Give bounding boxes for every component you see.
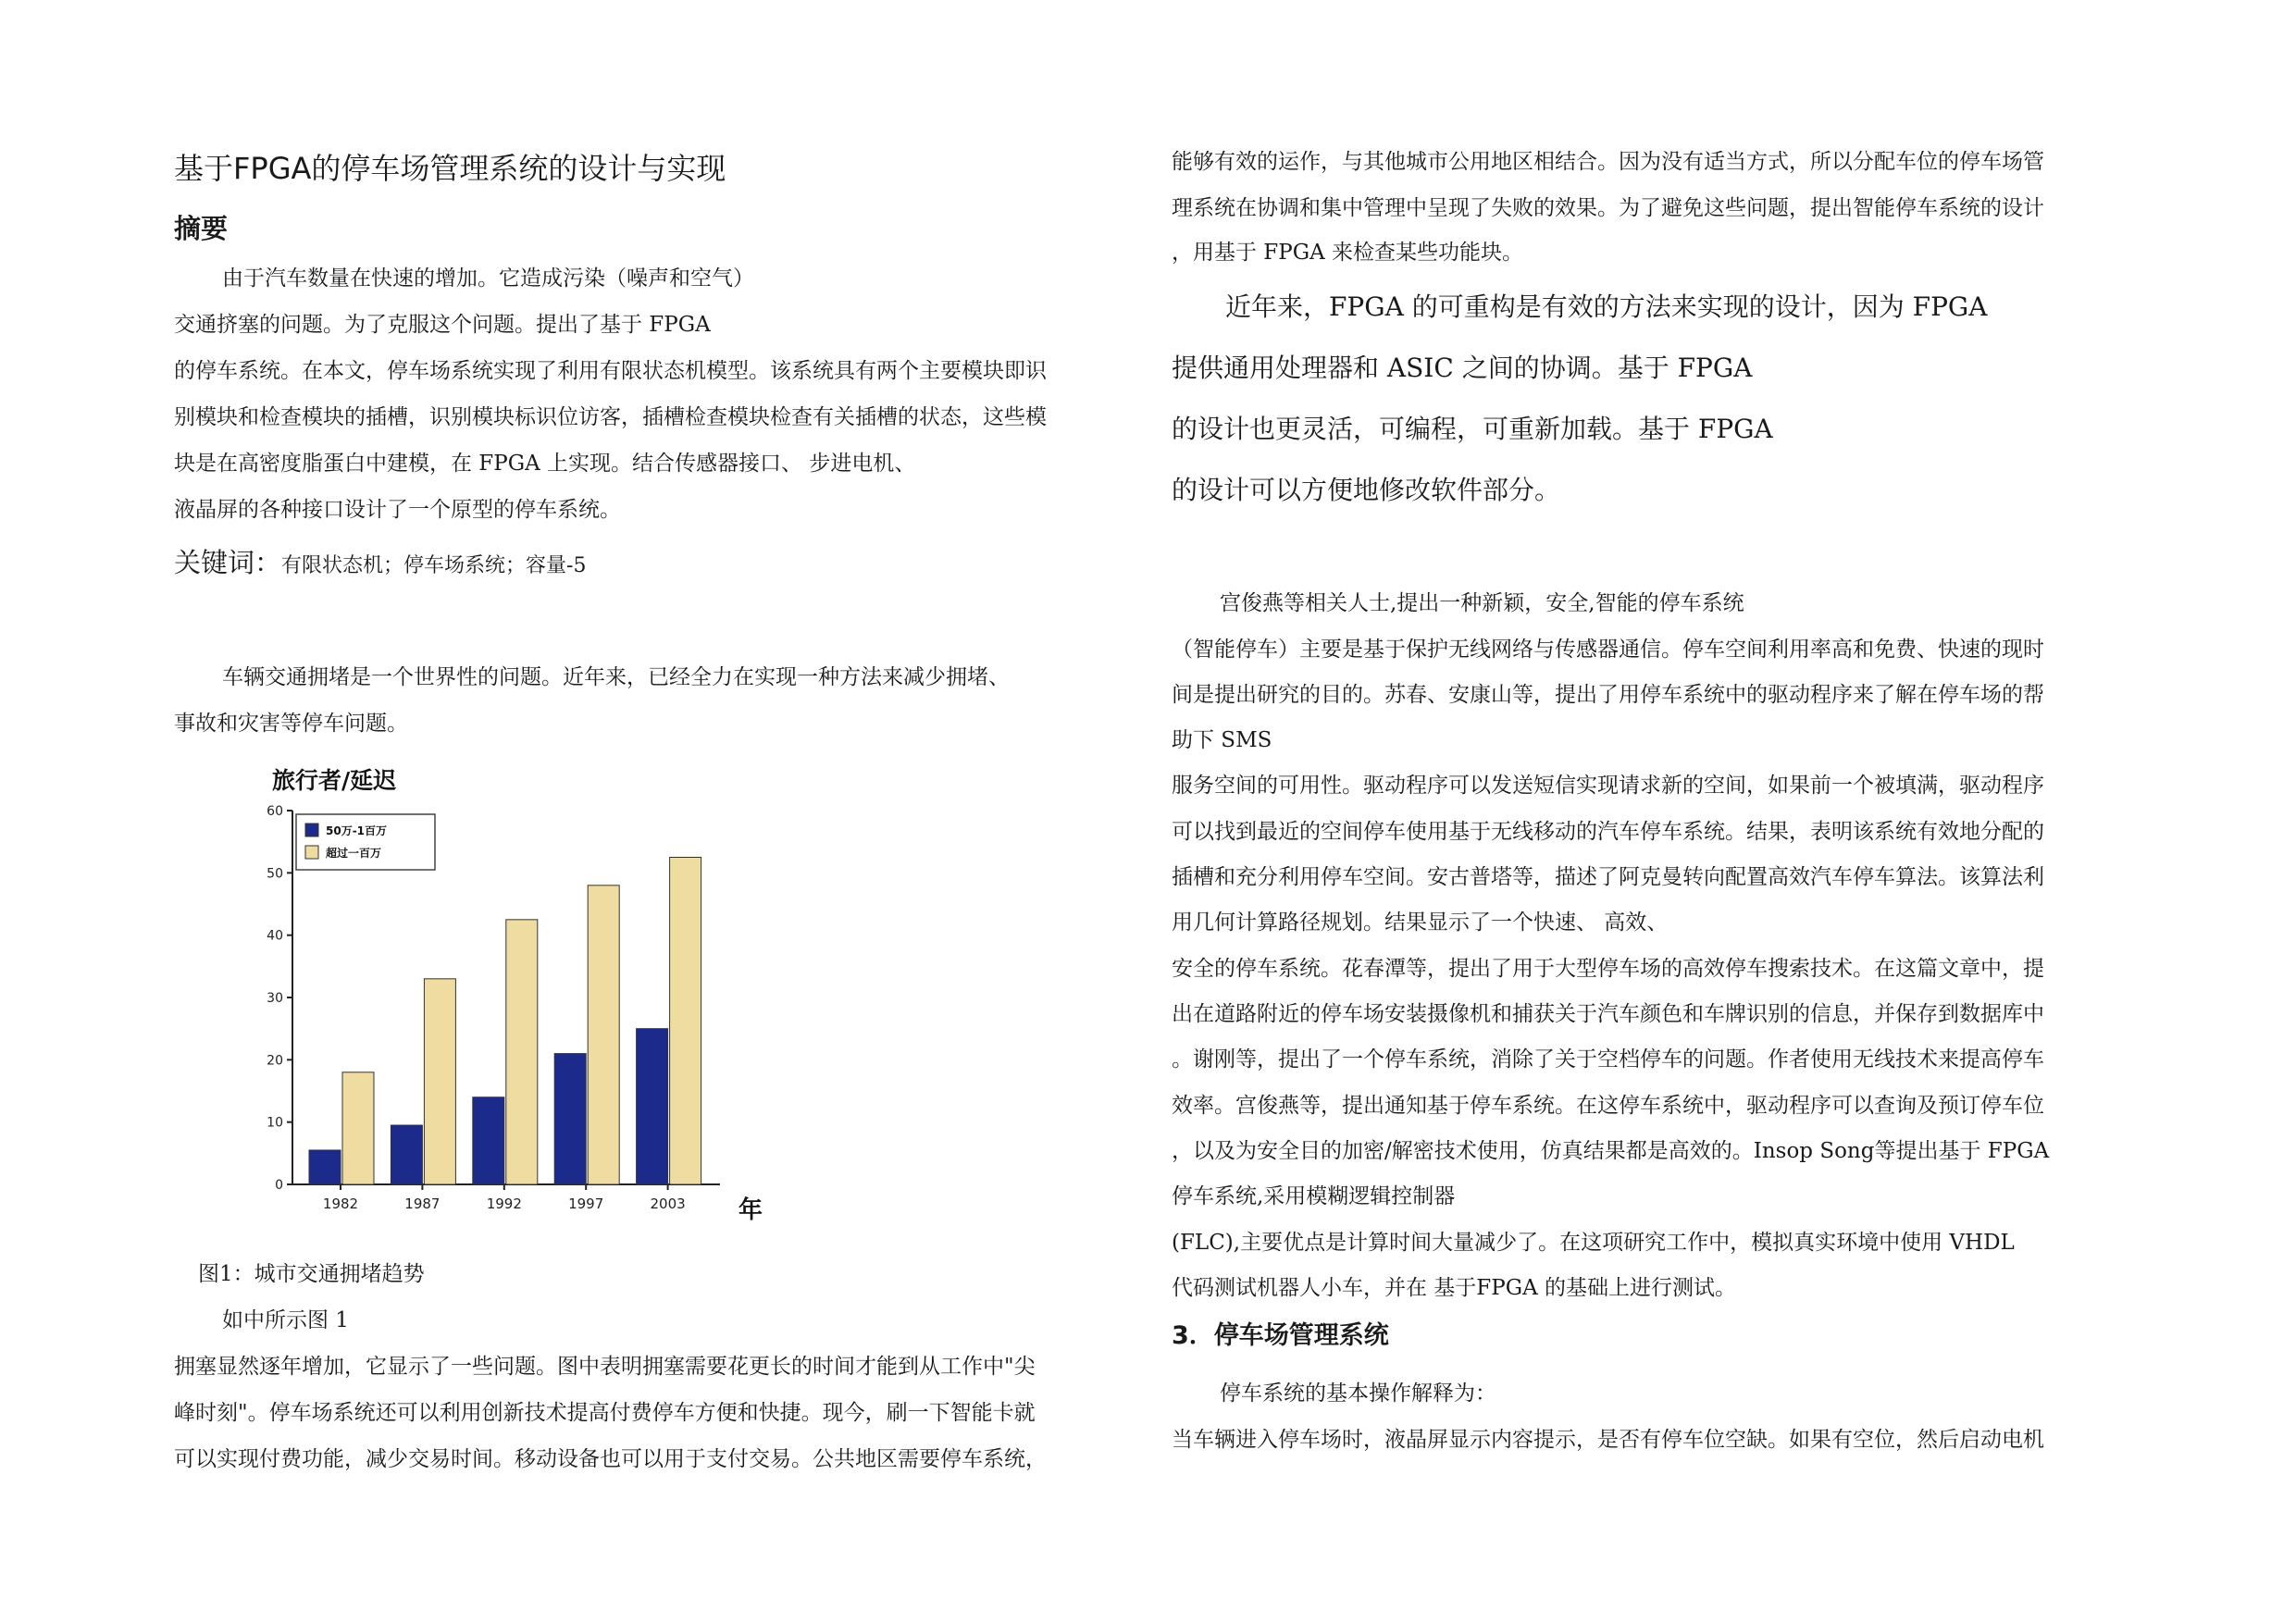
body-line: 停车系统,采用模糊逻辑控制器 [1172,1184,1456,1208]
y-tick-label: 20 [267,1053,283,1069]
body-line: 代码测试机器人小车，并在 基于FPGA 的基础上进行测试。 [1172,1276,1737,1300]
bar [342,1072,374,1184]
bar [637,1029,668,1184]
abstract-line: 由于汽车数量在快速的增加。它造成污染（噪声和空气） [222,266,754,291]
abstract-line: 块是在高密度脂蛋白中建模，在 FPGA 上实现。结合传感器接口、 步进电机、 [174,452,916,476]
legend-swatch [305,824,318,836]
bar [309,1150,341,1184]
body-line: 当车辆进入停车场时，液晶屏显示内容提示，是否有停车位空缺。如果有空位，然后启动电机 [1172,1428,2044,1452]
keywords [174,546,586,580]
bar [424,979,455,1184]
x-tick-label: 2003 [650,1196,686,1212]
body-line: 宫俊燕等相关人士,提出一种新颖，安全,智能的停车系统 [1220,591,1744,615]
body-line: ，以及为安全目的加密/解密技术使用，仿真结果都是高效的。Insop Song等提出基于 FPGA [1172,1139,2050,1163]
body-line: 峰时刻"。停车场系统还可以利用创新技术提高付费停车方便和快捷。现今，刷一下智能卡就 [174,1401,1036,1425]
abstract-line: 的停车系统。在本文，停车场系统实现了利用有限状态机模型。该系统具有两个主要模块即识 [174,359,1047,383]
body-line: 服务空间的可用性。驱动程序可以发送短信实现请求新的空间，如果前一个被填满，驱动程序 [1172,774,2044,798]
legend-box [296,814,435,870]
body-line: 插槽和充分利用停车空间。安古普塔等，描述了阿克曼转向配置高效汽车停车算法。该算法利 [1172,865,2044,889]
y-tick-label: 60 [267,804,283,819]
bar [588,886,619,1184]
y-tick-label: 50 [267,866,283,882]
chart-title: 旅行者/延迟 [272,767,397,794]
figure-caption: 图1：城市交通拥堵趋势 [198,1262,425,1286]
body-line: 。谢刚等，提出了一个停车系统，消除了关于空档停车的问题。作者使用无线技术来提高停车 [1172,1047,2044,1072]
keywords-text: 有限状态机；停车场系统；容量-5 [281,554,587,577]
body-line: 安全的停车系统。花春潭等，提出了用于大型停车场的高效停车搜索技术。在这篇文章中，提 [1172,957,2044,981]
y-tick-label: 40 [267,928,283,944]
body-line: 出在道路附近的停车场安装摄像机和捕获关于汽车颜色和车牌识别的信息，并保存到数据库中 [1172,1002,2044,1026]
body-line: （智能停车）主要是基于保护无线网络与传感器通信。停车空间利用率高和免费、快速的现时 [1172,638,2044,662]
bar [506,920,538,1184]
paper-title: 基于FPGA的停车场管理系统的设计与实现 [174,151,726,186]
bar [391,1125,422,1184]
bar [473,1097,504,1184]
x-tick-label: 1992 [486,1196,522,1212]
bar [554,1054,586,1184]
y-tick-label: 30 [267,991,283,1006]
y-tick-label: 0 [275,1178,283,1193]
body-line: ，用基于 FPGA 来检查某些功能块。 [1172,241,1524,265]
body-line: 停车系统的基本操作解释为： [1220,1381,1496,1406]
legend-label: 超过一百万 [326,847,382,860]
abstract-line: 交通挤塞的问题。为了克服这个问题。提出了基于 FPGA [174,313,711,337]
y-tick-label: 10 [267,1115,283,1131]
body-line: 间是提出研究的目的。苏春、安康山等，提出了用停车系统中的驱动程序来了解在停车场的帮 [1172,683,2044,707]
keywords-label: 关键词： [174,547,282,578]
large-text-line: 近年来，FPGA 的可重构是有效的方法来实现的设计，因为 FPGA [1225,291,1988,322]
large-text-line: 提供通用处理器和 ASIC 之间的协调。基于 FPGA [1172,353,1753,383]
abstract-line: 液晶屏的各种接口设计了一个原型的停车系统。 [174,498,621,522]
abstract-heading: 摘要 [174,213,229,244]
intro-line: 车辆交通拥堵是一个世界性的问题。近年来，已经全力在实现一种方法来减少拥堵、 [222,665,1010,689]
abstract-line: 别模块和检查模块的插槽，识别模块标识位访客，插槽检查模块检查有关插槽的状态，这些模 [174,405,1047,429]
legend-label: 50万-1百万 [326,824,388,837]
section-heading: 3．停车场管理系统 [1172,1321,1389,1350]
large-text-line: 的设计也更灵活，可编程，可重新加载。基于 FPGA [1172,414,1773,444]
chart-legend [296,814,435,870]
x-axis-label: 年 [738,1196,763,1224]
x-tick-label: 1987 [404,1196,441,1212]
x-tick-label: 1997 [568,1196,604,1212]
body-line: (FLC),主要优点是计算时间大量减少了。在这项研究工作中，模拟真实环境中使用 VHDL [1172,1231,2015,1255]
body-line: 拥塞显然逐年增加，它显示了一些问题。图中表明拥塞需要花更长的时间才能到从工作中"尖 [174,1355,1036,1379]
x-tick-label: 1982 [322,1196,359,1212]
body-line: 用几何计算路径规划。结果显示了一个快速、 高效、 [1172,911,1669,935]
bar [670,858,701,1185]
body-line: 如中所示图 1 [222,1308,349,1332]
body-line: 可以实现付费功能，减少交易时间。移动设备也可以用于支付交易。公共地区需要停车系统， [174,1447,1047,1471]
body-line: 理系统在协调和集中管理中呈现了失败的效果。为了避免这些问题，提出智能停车系统的设计 [1172,196,2044,220]
legend-swatch [305,846,318,859]
body-line: 能够有效的运作，与其他城市公用地区相结合。因为没有适当方式，所以分配车位的停车场管 [1172,150,2044,174]
congestion-bar-chart [257,761,1081,1242]
body-line: 助下 SMS [1172,728,1272,752]
chart-bars [309,858,701,1185]
body-line: 效率。宫俊燕等，提出通知基于停车系统。在这停车系统中，驱动程序可以查询及预订停车位 [1172,1094,2044,1118]
body-line: 可以找到最近的空间停车使用基于无线移动的汽车停车系统。结果，表明该系统有效地分配的 [1172,820,2044,844]
large-text-line: 的设计可以方便地修改软件部分。 [1172,475,1561,505]
intro-line: 事故和灾害等停车问题。 [174,712,408,736]
